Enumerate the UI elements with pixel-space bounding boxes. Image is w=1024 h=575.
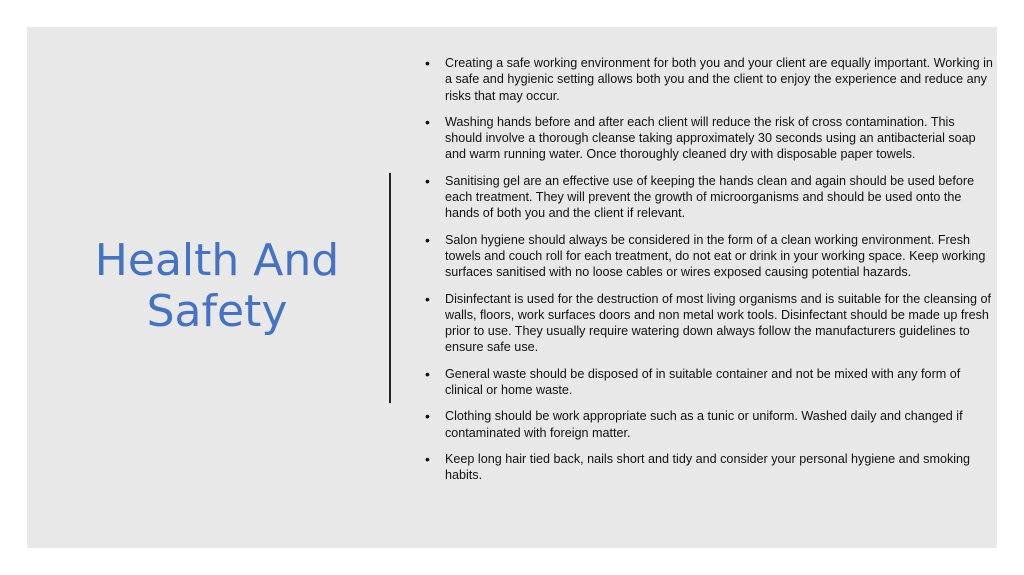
- bullet-item: [425, 55, 995, 104]
- bullet-dot-icon: •: [425, 450, 430, 467]
- bullet-text: Keep long hair tied back, nails short and tidy and consider your personal hygiene and smoking habits.: [445, 451, 971, 483]
- title-line-1: Health And: [94, 235, 340, 286]
- bullet-dot-icon: •: [425, 290, 430, 307]
- bullet-dot-icon: •: [425, 408, 430, 425]
- bullet-dot-icon: •: [425, 172, 430, 189]
- bullet-item: [425, 408, 995, 441]
- bullet-text: Salon hygiene should always be considered in the form of a clean working environment. Fresh towels and couch roll for each treatment, do not eat or drink in your working space. Keep working surfaces sanitised with no loose cables or wires exposed causing potential hazards.: [445, 232, 986, 280]
- title-line-2: Safety: [146, 286, 288, 337]
- bullet-dot-icon: •: [425, 55, 430, 71]
- bullet-text: Sanitising gel are an effective use of keeping the hands clean and again should be used before each treatment. They will prevent the growth of microorganisms and should be used onto the hands of both you and the client if relevant.: [445, 173, 975, 221]
- bullet-dot-icon: •: [425, 113, 430, 130]
- bullet-dot-icon: •: [425, 365, 430, 382]
- bullet-item: [425, 114, 995, 163]
- bullet-text: Washing hands before and after each client will reduce the risk of cross contamination. This should involve a thorough cleanse taking approximately 30 seconds using an antibacterial soap and warm running water. Once thoroughly cleaned dry with disposable paper towels.: [445, 114, 976, 162]
- bullet-text: Clothing should be work appropriate such as a tunic or uniform. Washed daily and changed if contaminated with foreign matter.: [445, 409, 963, 440]
- vertical-divider: [389, 173, 391, 403]
- slide-title: [67, 235, 367, 337]
- slide: [27, 27, 997, 548]
- bullet-item: [425, 173, 995, 222]
- bullet-item: [425, 366, 995, 399]
- bullet-text: Disinfectant is used for the destruction of most living organisms and is suitable for the cleansing of walls, floors, work surfaces doors and non metal work tools. Disinfectant should be made up fresh prior to use. They usually require watering down always follow the manufacturers guidelines to ensure safe use.: [445, 291, 992, 355]
- bullet-text: Creating a safe working environment for both you and your client are equally important. Working in a safe and hygienic setting allows both you and the client to enjoy the experience and reduce any risks that may occur.: [445, 56, 993, 103]
- bullet-item: [425, 451, 995, 484]
- bullet-dot-icon: •: [425, 231, 430, 248]
- bullet-item: [425, 291, 995, 356]
- bullet-item: [425, 232, 995, 281]
- bullet-list: [425, 55, 995, 494]
- bullet-text: General waste should be disposed of in suitable container and not be mixed with any form of clinical or home waste.: [445, 366, 961, 398]
